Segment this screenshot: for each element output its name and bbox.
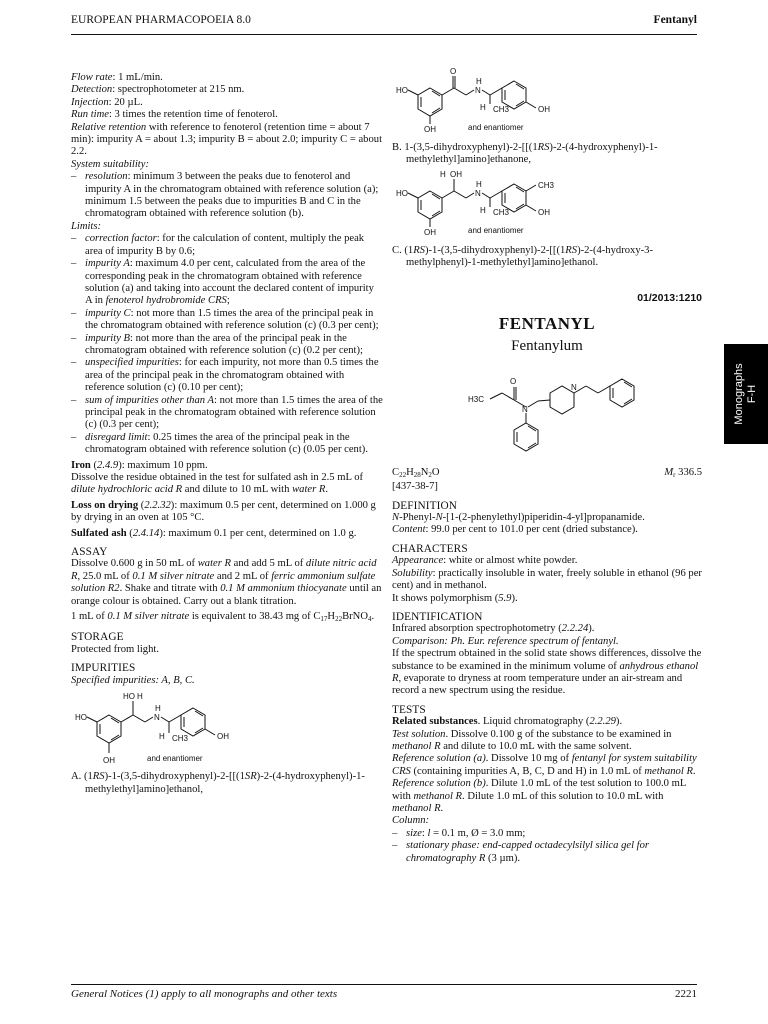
impurity-c-name: C. (1RS)-1-(3,5-dihydroxyphenyl)-2-[[(1RS)-2-(4-hydroxy-3-methylphenyl)-1-methylethyl]amino]ethanol. — [392, 244, 653, 269]
iron-test: Iron (2.4.9): maximum 10 ppm. — [71, 459, 208, 471]
svg-text:and enantiomer: and enantiomer — [468, 123, 524, 132]
svg-text:H: H — [159, 732, 165, 742]
svg-text:H: H — [155, 704, 161, 714]
limit-correction-factor: – correction factor: for the calculation of content, multiply the peak area of impurity B by 0.6; — [71, 233, 383, 258]
tab-line-1: Monographs — [733, 363, 745, 425]
tab-line-2: F-H — [746, 384, 758, 404]
storage-text: Protected from light. — [71, 643, 159, 655]
definition-heading: DEFINITION — [392, 499, 458, 512]
svg-text:H3C: H3C — [468, 394, 485, 404]
running-footer — [71, 984, 697, 1000]
svg-text:H: H — [480, 103, 486, 112]
run-time: Run time: 3 times the retention time of fenoterol. — [71, 109, 278, 121]
svg-text:and enantiomer: and enantiomer — [147, 754, 203, 764]
svg-text:H: H — [137, 692, 143, 702]
polymorphism: It shows polymorphism (5.9). — [392, 592, 518, 604]
ir-method: Infrared absorption spectrophotometry (2.2.24). — [392, 623, 595, 635]
right-column — [392, 66, 702, 865]
resolution: – resolution: minimum 3 between the peaks due to fenoterol and impurity A in the chromatogram obtained with reference solution (a); minimum 1.5 between the peaks due to impurities B and C in the chromatogram obtained with reference solution (b). — [71, 171, 383, 221]
svg-text:HO: HO — [396, 86, 408, 95]
detection: Detection: spectrophotometer at 215 nm. — [71, 84, 245, 96]
svg-text:N: N — [571, 382, 577, 392]
limits-heading: Limits: — [71, 220, 102, 232]
svg-text:O: O — [450, 67, 457, 76]
limit-disregard: – disregard limit: 0.25 times the area of the principal peak in the chromatogram obtained with reference solution (c) (0.05 per cent). — [71, 432, 383, 457]
solubility: Solubility: practically insoluble in water, freely soluble in ethanol (96 per cent) and in methanol. — [392, 567, 702, 592]
svg-text:HO: HO — [396, 188, 408, 198]
limit-impurity-b: – impurity B: not more than the area of the principal peak in the chromatogram obtained with reference solution (c) (0.2 per cent); — [71, 333, 383, 358]
storage-heading: STORAGE — [71, 631, 124, 644]
sulfated-ash: Sulfated ash (2.4.14): maximum 0.1 per cent, determined on 1.0 g. — [71, 527, 357, 539]
svg-text:CH3: CH3 — [493, 105, 510, 114]
svg-text:H: H — [476, 77, 482, 86]
limit-impurity-c: – impurity C: not more than 1.5 times the area of the principal peak in the chromatogram obtained with reference solution (c) (0.3 per cent); — [71, 308, 383, 333]
specified-impurities: Specified impurities: A, B, C. — [71, 674, 195, 686]
impurity-b-structure — [392, 66, 592, 136]
svg-text:HO: HO — [75, 713, 87, 723]
impurities-heading: IMPURITIES — [71, 662, 136, 675]
assay-procedure: Dissolve 0.600 g in 50 mL of water R and add 5 mL of dilute nitric acid R, 25.0 mL of 0.1 M silver nitrate and 2 mL of ferric ammonium sulfate solution R2. Shake and titrate with 0.1 M ammonium thiocyanate until an orange colour is obtained. Carry out a blank titration. — [71, 558, 382, 607]
identification-heading: IDENTIFICATION — [392, 610, 483, 623]
svg-text:OH: OH — [538, 207, 550, 217]
monograph-id: 01/2013:1210 — [637, 291, 702, 304]
formula-row — [392, 467, 702, 481]
loss-on-drying: Loss on drying (2.2.32): maximum 0.5 per cent, determined on 1.000 g by drying in an oven at 105 °C. — [71, 499, 376, 524]
svg-text:N: N — [475, 86, 481, 95]
relative-molecular-mass: $M_r$ 336.5 — [664, 466, 702, 479]
left-column — [71, 72, 383, 796]
svg-text:OH: OH — [217, 732, 229, 742]
column-heading: Column: — [392, 815, 430, 827]
svg-text:H: H — [476, 179, 482, 189]
limit-sum: – sum of impurities other than A: not more than 1.5 times the area of the principal peak in the chromatogram obtained with reference solution (c) (0.3 per cent); — [71, 395, 383, 432]
svg-text:CH3: CH3 — [538, 180, 555, 190]
relative-retention: Relative retention with reference to fenoterol (retention time = about 7 min): impurity A = about 1.3; impurity B = about 2.0; impurity C = about 2.2. — [71, 121, 383, 158]
characters-heading: CHARACTERS — [392, 542, 468, 555]
svg-text:N: N — [154, 713, 160, 723]
test-solution: Test solution. Dissolve 0.100 g of the substance to be examined in methanol R and dilute to 10.0 mL with the same solvent. — [392, 728, 672, 752]
svg-text:OH: OH — [424, 227, 436, 237]
svg-text:OH: OH — [103, 756, 115, 766]
stationary-phase: – stationary phase: end-capped octadecylsilyl silica gel for chromatography R (3 µm). — [392, 840, 702, 865]
svg-text:N: N — [475, 188, 481, 198]
reference-solution-a: Reference solution (a). Dissolve 10 mg of fentanyl for system suitability CRS (containing impurities A, B, C, D and H) in 1.0 mL of methanol R. — [392, 753, 697, 777]
fentanyl-structure — [392, 359, 702, 465]
column-size: – size: l = 0.1 m, Ø = 3.0 mm; — [392, 828, 702, 840]
molecular-formula: $C_{22}H_{28}N_2O$ — [392, 466, 440, 479]
latin-name: Fentanylum — [511, 338, 583, 355]
content-spec: Content: 99.0 per cent to 101.0 per cent (dried substance). — [392, 524, 638, 536]
svg-text:O: O — [510, 376, 517, 386]
impurity-c-structure — [392, 167, 592, 239]
system-suitability: System suitability: — [71, 158, 149, 170]
definition-text: N-Phenyl-N-[1-(2-phenylethyl)piperidin-4-yl]propanamide. — [392, 512, 645, 524]
monograph-title: FENTANYL — [498, 314, 596, 334]
tests-heading: TESTS — [392, 703, 426, 716]
flow-rate: Flow rate: 1 mL/min. — [71, 72, 163, 83]
svg-text:OH: OH — [538, 105, 550, 114]
impurity-b-name: B. 1-(3,5-dihydroxyphenyl)-2-[[(1RS)-2-(4-hydroxyphenyl)-1-methylethyl]amino]ethanone, — [392, 142, 658, 166]
svg-text:N: N — [522, 404, 528, 414]
svg-text:H: H — [480, 205, 486, 215]
spectrum-procedure: If the spectrum obtained in the solid state shows differences, dissolve the substance to be examined in the minimum volume of anhydrous ethanol R, evaporate to dryness at room temperature under an air-stream and record a new spectrum using the residue. — [392, 648, 702, 697]
impurity-a-structure — [71, 687, 271, 765]
svg-text:OH: OH — [450, 169, 462, 179]
reference-solution-b: Reference solution (b). Dilute 1.0 mL of the test solution to 100.0 mL with methanol R. Dilute 1.0 mL of this solution to 10.0 mL with methanol R. — [392, 778, 686, 814]
assay-equivalence: 1 mL of 0.1 M silver nitrate is equivalent to 38.43 mg of $C_{17}H_{22}BrNO_4$. — [71, 611, 375, 624]
injection: Injection: 20 µL. — [71, 96, 143, 108]
header-publication: EUROPEAN PHARMACOPOEIA 8.0 — [71, 14, 251, 26]
svg-text:OH: OH — [424, 125, 436, 134]
limit-impurity-a: – impurity A: maximum 4.0 per cent, calculated from the area of the corresponding peak in the chromatogram obtained with reference solution (a) and taking into account the declared content of impurity A in fenoterol hydrobromide CRS; — [71, 258, 383, 308]
svg-text:and enantiomer: and enantiomer — [468, 225, 524, 235]
page-number: 2221 — [675, 988, 697, 1000]
appearance: Appearance: white or almost white powder. — [392, 555, 578, 567]
comparison: Comparison: Ph. Eur. reference spectrum of fentanyl. — [392, 635, 619, 647]
svg-text:HO: HO — [123, 692, 135, 702]
footer-notice: General Notices (1) apply to all monographs and other texts — [71, 988, 338, 1000]
svg-text:H: H — [440, 169, 446, 179]
impurity-a-name: A. (1RS)-1-(3,5-dihydroxyphenyl)-2-[[(1SR)-2-(4-hydroxyphenyl)-1-methylethyl]amino]ethanol, — [71, 771, 365, 795]
limit-unspecified: – unspecified impurities: for each impurity, not more than 0.5 times the area of the principal peak in the chromatogram obtained with reference solution (c) (0.10 per cent); — [71, 357, 383, 394]
running-header — [71, 14, 697, 35]
cas-number: [437-38-7] — [392, 481, 438, 493]
section-thumb-tab — [724, 344, 768, 444]
assay-heading: ASSAY — [71, 546, 108, 559]
iron-description: Dissolve the residue obtained in the test for sulfated ash in 2.5 mL of dilute hydrochloric acid R and dilute to 10 mL with water R. — [71, 472, 364, 496]
svg-text:CH3: CH3 — [172, 734, 189, 744]
svg-text:CH3: CH3 — [493, 207, 510, 217]
related-substances: Related substances. Liquid chromatography (2.2.29). — [392, 716, 623, 728]
header-monograph-name: Fentanyl — [653, 14, 697, 26]
